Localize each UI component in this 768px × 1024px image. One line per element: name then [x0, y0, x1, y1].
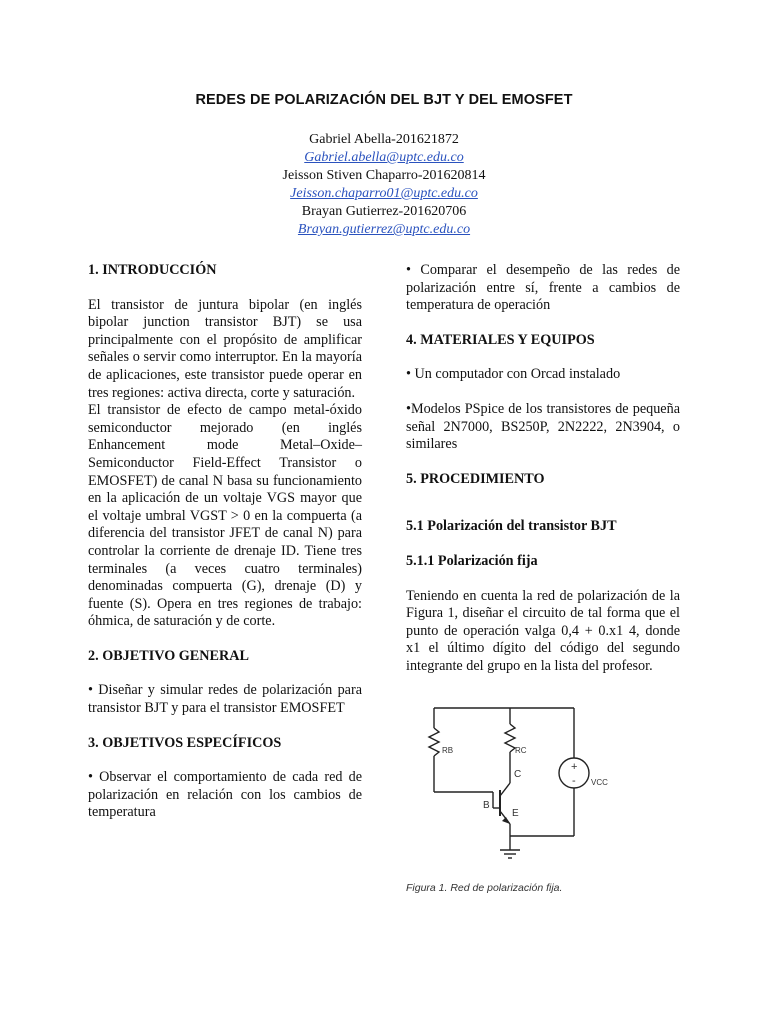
intro-paragraph: El transistor de juntura bipolar (en inglés bipolar junction transistor BJT) se usa principalmente con el propósito de amplificar señales o servir como interruptor. En la mayoría de aplicaciones, este transistor puede operar en tres regiones: activa directa, corte y saturación.	[88, 296, 362, 401]
circuit-diagram	[406, 690, 680, 880]
figure-fixed-bias-circuit	[406, 690, 680, 880]
label-minus: -	[572, 774, 576, 787]
author-email-link[interactable]: Brayan.gutierrez@uptc.edu.co	[297, 222, 471, 237]
collector-leg	[500, 783, 510, 796]
resistor-rb	[429, 728, 439, 756]
figure-caption: Figura 1. Red de polarización fija.	[406, 881, 563, 894]
author-name: Brayan Gutierrez-201620706	[301, 204, 467, 219]
section-heading-materials: 4. MATERIALES Y EQUIPOS	[406, 331, 595, 348]
author-name: Jeisson Stiven Chaparro-201620814	[282, 168, 486, 183]
label-e: E	[512, 807, 519, 819]
intro-paragraph: El transistor de efecto de campo metal-óxido semiconductor mejorado (en inglés Enhancement mode Metal–Oxide–Semiconductor Field-Effect Transistor o EMOSFET) de canal N basa su funcionamiento en la aplicación de un voltaje VGS mayor que el voltaje umbral VGST > 0 en la compuerta (a diferencia del transistor JFET de canal N) para controlar la corriente de drenaje ID. Tiene tres terminales (a veces cuatro terminales) denominadas compuerta (G), drenaje (D) y fuente (S). Opera en tres regiones de trabajo: óhmica, de saturación y de corte.	[88, 402, 362, 630]
label-rb: RB	[442, 745, 454, 755]
procedure-paragraph: Teniendo en cuenta la red de polarización de la Figura 1, diseñar el circuito de tal forma que el punto de operación valga 0,4 + 0.x1 4, donde x1 el último dígito del código del segundo integrante del grupo en la lista del profesor.	[406, 587, 680, 674]
subsection-heading-fixed-bias: 5.1.1 Polarización fija	[406, 552, 538, 569]
author-name: Gabriel Abella-201621872	[309, 132, 459, 147]
specific-objective-item: • Observar el comportamiento de cada red de polarización en relación con los cambios de temperatura	[88, 769, 362, 821]
label-c: C	[514, 768, 522, 780]
left-column	[88, 262, 362, 822]
materials-item: •Modelos PSpice de los transistores de pequeña señal 2N7000, BS250P, 2N2222, 2N3904, o similares	[406, 400, 680, 453]
paper-title: REDES DE POLARIZACIÓN DEL BJT Y DEL EMOSFET	[195, 92, 573, 108]
label-plus: +	[571, 760, 578, 773]
specific-objective-item: • Comparar el desempeño de las redes de polarización entre sí, frente a cambios de temperatura de operación	[406, 262, 680, 314]
resistor-rc	[505, 724, 515, 752]
label-vcc: VCC	[591, 777, 608, 787]
author-email-link[interactable]: Gabriel.abella@uptc.edu.co	[304, 150, 464, 165]
label-rc: RC	[515, 745, 527, 755]
section-heading-introduction: 1. INTRODUCCIÓN	[88, 262, 217, 278]
right-column	[406, 262, 680, 897]
author-block	[0, 131, 768, 239]
subsection-heading-bjt: 5.1 Polarización del transistor BJT	[406, 518, 617, 535]
emitter-arrow-icon	[502, 817, 510, 824]
section-heading-procedure: 5. PROCEDIMIENTO	[406, 470, 545, 487]
general-objective-text: • Diseñar y simular redes de polarización para transistor BJT y para el transistor EMOSFET	[88, 682, 362, 717]
section-heading-general-objective: 2. OBJETIVO GENERAL	[88, 647, 249, 664]
materials-item: • Un computador con Orcad instalado	[406, 366, 621, 383]
author-email-link[interactable]: Jeisson.chaparro01@uptc.edu.co	[290, 186, 478, 201]
label-b: B	[483, 799, 490, 811]
section-heading-specific-objectives: 3. OBJETIVOS ESPECÍFICOS	[88, 734, 282, 751]
